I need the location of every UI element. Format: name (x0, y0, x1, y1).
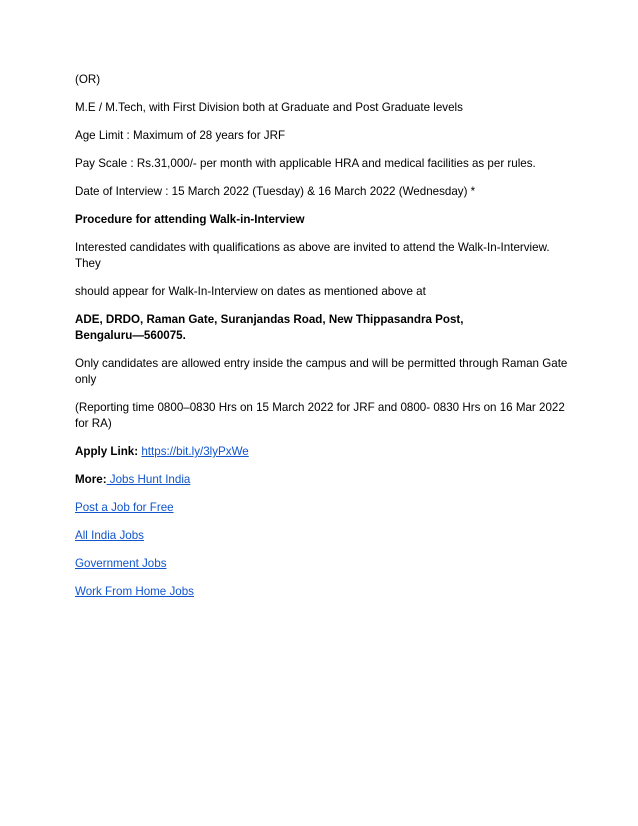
entry-paragraph (75, 356, 570, 388)
work-from-home-jobs-link[interactable]: Work From Home Jobs (75, 585, 194, 598)
all-india-jobs-link[interactable]: All India Jobs (75, 529, 144, 542)
intro-line-2: They (75, 257, 101, 270)
address-line-1: ADE, DRDO, Raman Gate, Suranjandas Road, New Thippasandra Post, (75, 313, 464, 326)
work-from-home-row (75, 584, 570, 600)
interview-date-text: Date of Interview : 15 March 2022 (Tuesday) & 16 March 2022 (Wednesday) * (75, 185, 476, 198)
intro-paragraph (75, 240, 570, 272)
reporting-paragraph (75, 400, 570, 432)
appear-text: should appear for Walk-In-Interview on dates as mentioned above at (75, 285, 426, 298)
intro-line-1: Interested candidates with qualifications as above are invited to attend the Walk-In-Interview. (75, 241, 550, 254)
pay-scale-text: Pay Scale : Rs.31,000/- per month with applicable HRA and medical facilities as per rules. (75, 157, 536, 170)
apply-row (75, 444, 570, 460)
or-line: (OR) (75, 73, 101, 86)
address-block (75, 312, 570, 344)
more-row (75, 472, 570, 488)
more-label: More: (75, 473, 107, 486)
jobs-hunt-india-link[interactable]: Jobs Hunt India (106, 473, 191, 486)
post-job-row (75, 500, 570, 516)
qualification-text: M.E / M.Tech, with First Division both at Graduate and Post Graduate levels (75, 101, 463, 114)
government-jobs-row (75, 556, 570, 572)
post-job-link[interactable]: Post a Job for Free (75, 501, 174, 514)
entry-line-1: Only candidates are allowed entry inside the campus and will be permitted through Raman Gate (75, 357, 568, 370)
reporting-line-2: for RA) (75, 417, 112, 430)
reporting-line-1: (Reporting time 0800–0830 Hrs on 15 March 2022 for JRF and 0800- 0830 Hrs on 16 Mar 2022 (75, 401, 565, 414)
apply-label: Apply Link: (75, 445, 139, 458)
all-india-jobs-row (75, 528, 570, 544)
procedure-heading: Procedure for attending Walk-in-Interview (75, 213, 305, 226)
entry-line-2: only (75, 373, 97, 386)
address-line-2: Bengaluru—560075. (75, 329, 186, 342)
apply-link[interactable]: https://bit.ly/3lyPxWe (141, 445, 249, 458)
document-page (75, 72, 570, 612)
age-limit-text: Age Limit : Maximum of 28 years for JRF (75, 129, 286, 142)
government-jobs-link[interactable]: Government Jobs (75, 557, 167, 570)
